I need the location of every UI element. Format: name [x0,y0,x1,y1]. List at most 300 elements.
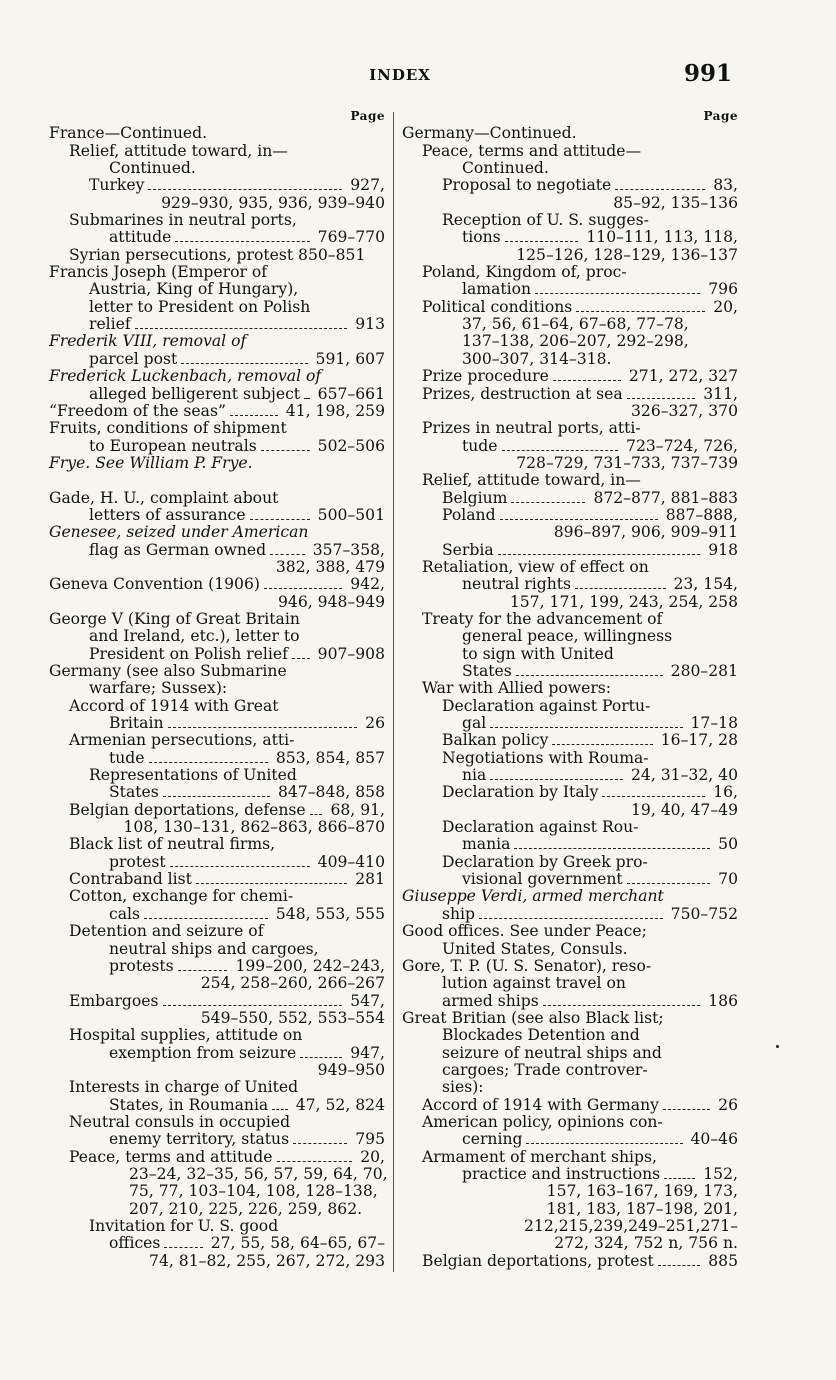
leader-dots [277,1150,353,1162]
entry-page-refs: 68, 91, [330,800,385,819]
leader-dots [300,1046,342,1058]
entry-page-refs: 50 [718,835,738,854]
entry-text: Prizes in neutral ports, atti- [422,419,641,438]
index-entry-line [49,906,385,923]
index-entry-line [402,542,738,559]
leader-dots [535,282,700,294]
entry-text: Britain [109,714,164,733]
index-entry-line [49,247,385,264]
index-entry-line [402,403,738,420]
entry-page-refs: 70 [718,870,738,889]
entry-text: 549–550, 552, 553–554 [200,1008,385,1027]
entry-page-refs: 23, 154, [673,575,738,594]
leader-dots [181,352,307,364]
leader-dots [272,1098,287,1110]
index-entry-line [49,732,385,749]
entry-text: Balkan policy [442,731,549,750]
entry-text: Frederick Luckenbach, removal of [49,367,322,386]
entry-text: 949–950 [317,1060,385,1079]
index-entry-line [49,1164,388,1183]
entry-text: American policy, opinions con- [422,1112,663,1131]
leader-dots [148,178,342,190]
entry-text: States [109,783,159,802]
entry-text: parcel post [89,349,178,368]
entry-text: United States, Consuls. [442,939,628,958]
entry-text: Poland, Kingdom of, proc- [422,263,627,282]
index-entry-line [402,1097,738,1114]
leader-dots [658,1254,701,1266]
leader-dots [164,1236,202,1248]
entry-text: Francis Joseph (Emperor of [49,263,268,282]
entry-text: 125–126, 128–129, 136–137 [516,245,738,264]
index-entry-line [49,212,385,229]
index-entry-line [402,1253,738,1270]
leader-dots [264,577,342,589]
index-entry-line [49,611,385,628]
entry-text: Belgian deportations, protest [422,1251,654,1270]
index-entry-line [49,177,385,194]
entry-text: 300–307, 314–318. [462,349,612,368]
leader-dots [178,959,228,971]
entry-page-refs: 357–358, [312,540,385,559]
entry-text: lamation [462,280,532,299]
entry-text: cals [109,904,141,923]
index-entry-line [49,299,385,316]
entry-text: gal [462,714,487,733]
entry-text: tions [462,228,501,247]
index-entry-line [49,455,385,472]
entry-page-refs: 199–200, 242–243, [235,956,385,975]
entry-text: Peace, terms and attitude— [422,141,642,160]
index-entry-line [402,698,738,715]
entry-text: cerning [462,1130,523,1149]
entry-text: Retaliation, view of effect on [422,557,649,576]
index-entry-line [49,941,385,958]
index-entry-line [402,1183,738,1200]
index-entry-line [49,351,385,368]
index-entry-line [49,767,385,784]
entry-text: Invitation for U. S. good [89,1217,279,1235]
entry-text: warfare; Sussex): [89,679,228,698]
index-entry-line [402,715,738,732]
entry-text: 929–930, 935, 936, 939–940 [161,193,385,212]
entry-page-refs: 26 [365,714,385,733]
entry-text: lution against travel on [442,974,626,993]
index-entry-line [402,195,738,212]
entry-text: practice and instructions [462,1164,661,1183]
leader-dots [575,577,666,589]
entry-page-refs: 795 [355,1130,385,1149]
entry-text: tude [109,748,145,767]
entry-text: Great Britian (see also Black list; [402,1008,664,1027]
entry-text: attitude [109,228,172,247]
index-entry-line [49,958,385,975]
leader-dots [553,369,621,381]
entry-page-refs: 152, [703,1164,738,1183]
page-column-label: Page [703,109,738,123]
index-entry-line [49,1253,385,1270]
entry-text: Serbia [442,540,494,559]
index-entry-line [402,143,738,160]
index-entry-line [49,125,385,142]
index-entry-line [402,299,738,316]
index-entry-line [49,698,385,715]
leader-dots [261,439,310,451]
entry-text: Contraband list [69,870,192,889]
entry-text: 382, 388, 479 [275,557,385,576]
leader-dots [498,543,701,555]
index-entry-line [49,281,385,298]
leader-dots [602,785,705,797]
index-entry-line [402,871,738,888]
index-entry-line [402,646,738,663]
entry-page-refs: 796 [708,280,738,299]
index-column-right [402,108,738,1270]
entry-text: “Freedom of the seas” [49,401,226,420]
leader-dots [543,994,701,1006]
entry-page-refs: 913 [355,315,385,334]
entry-text: 207, 210, 225, 226, 259, 862. [129,1199,363,1218]
index-column-left [49,108,388,1270]
index-entry-line [402,784,738,801]
entry-text: and Ireland, etc.), letter to [89,627,300,646]
entry-page-refs: 110–111, 113, 118, [586,228,738,247]
leader-dots [163,994,343,1006]
index-entry-line [49,819,385,836]
index-entry-line [49,1149,385,1166]
index-entry-line [402,594,738,611]
index-entry-line [402,281,738,298]
index-entry-line [49,403,385,420]
index-entry-line [402,819,738,836]
index-entry-line [402,611,738,628]
index-entry-line [402,507,738,524]
entry-text: 157, 163–167, 169, 173, [546,1182,738,1201]
index-entry-line [402,212,738,229]
leader-dots [526,1132,682,1144]
entry-page-refs: 723–724, 726, [626,436,738,455]
entry-text: Hospital supplies, attitude on [69,1026,303,1045]
entry-text: War with Allied powers: [422,679,612,698]
entry-text: tude [462,436,498,455]
leader-dots [490,768,623,780]
entry-text: President on Polish relief [89,644,288,663]
index-entry-line [402,1079,738,1096]
entry-text: Turkey [89,176,145,195]
entry-text: 728–729, 731–733, 737–739 [516,453,738,472]
leader-dots [135,317,348,329]
entry-text: sies): [442,1078,484,1097]
index-entry-line [402,368,738,385]
index-entry-line [402,455,738,472]
leader-dots [149,751,268,763]
entry-page-refs: 20, [360,1147,385,1166]
entry-text: Syrian persecutions, protest 850–851 [69,245,366,264]
page-number: 991 [683,60,732,87]
index-entry-line [402,767,738,784]
index-entry-line [49,715,385,732]
entry-text: Prize procedure [422,367,549,386]
index-entry-line [402,1218,738,1235]
index-entry-line [402,1027,738,1044]
entry-text: mania [462,835,511,854]
entry-page-refs: 281 [355,870,385,889]
index-entry-line [402,993,738,1010]
leader-dots [490,716,682,728]
index-lines-right [402,125,738,1270]
index-lines-left [49,124,388,1270]
entry-text: letter to President on Polish [89,297,311,316]
entry-text: offices [109,1234,161,1253]
leader-dots [196,872,347,884]
entry-text: Declaration against Portu- [442,696,651,715]
running-head-title: INDEX [369,66,431,84]
index-entry-line [402,1045,738,1062]
index-entry-line [49,1114,385,1131]
entry-text: 75, 77, 103–104, 108, 128–138, [129,1182,378,1201]
entry-text: nia [462,766,487,785]
index-entry-line [402,1131,738,1148]
column-divider [393,112,394,1272]
index-entry-line [402,1149,738,1166]
entry-page-refs: 918 [708,540,738,559]
entry-text: Interests in charge of United [69,1078,299,1097]
entry-page-refs: 885 [708,1251,738,1270]
index-entry-line [49,1010,385,1027]
index-entry-line [49,143,385,160]
entry-page-refs: 41, 198, 259 [285,401,385,420]
leader-dots [144,907,268,919]
leader-dots [163,785,270,797]
entry-text: Austria, King of Hungary), [89,280,299,299]
index-entry-line [402,888,738,905]
entry-page-refs: 16, [713,783,738,802]
index-entry-line [49,1235,385,1252]
leader-dots [502,439,619,451]
entry-text: 946, 948–949 [277,592,385,611]
entry-text: George V (King of Great Britain [49,609,300,628]
leader-dots [168,716,358,728]
entry-page-refs: 548, 553, 555 [275,904,385,923]
entry-text: Gade, H. U., complaint about [49,488,279,507]
index-entry-line [402,351,738,368]
index-entry-line [49,559,385,576]
entry-text: Accord of 1914 with Great [69,696,279,715]
entry-text: Continued. [109,159,196,178]
index-entry-line [402,750,738,767]
entry-page-refs: 409–410 [317,852,385,871]
index-entry-line [402,1235,738,1252]
index-entry-line [402,958,738,975]
leader-dots [479,907,663,919]
leader-dots [615,178,705,190]
index-entry-line [49,784,385,801]
entry-text: Submarines in neutral ports, [69,211,297,230]
leader-dots [310,803,323,815]
entry-text: Treaty for the advancement of [422,609,663,628]
leader-dots [293,1132,347,1144]
entry-page-refs: 311, [703,384,738,403]
leader-dots [552,733,652,745]
entry-text: 85–92, 135–136 [613,193,738,212]
index-entry-line [402,1166,738,1183]
entry-text: Black list of neutral firms, [69,835,276,854]
leader-dots [270,543,305,555]
index-entry-line [49,888,385,905]
index-entry-line [402,975,738,992]
index-entry-line [402,836,738,853]
index-entry-line [402,923,738,940]
entry-page-refs: 907–908 [317,644,385,663]
index-entry-line [49,1079,385,1096]
entry-text: neutral rights [462,575,572,594]
index-entry-line [49,368,385,385]
index-entry-line [49,923,385,940]
entry-text: 181, 183, 187–198, 201, [546,1199,738,1218]
index-entry-line [49,750,385,767]
entry-text: Giuseppe Verdi, armed merchant [402,887,664,906]
entry-page-refs: 769–770 [317,228,385,247]
index-entry-line [49,802,385,819]
entry-text: Detention and seizure of [69,922,264,941]
entry-page-refs: 40–46 [690,1130,738,1149]
entry-text: protest [109,852,166,871]
entry-text: alleged belligerent subject [89,384,301,403]
entry-text: States [462,662,512,680]
page-column-label: Page [350,109,385,123]
entry-text: enemy territory, status [109,1130,290,1149]
index-entry-line [402,229,738,246]
entry-text: 157, 171, 199, 243, 254, 258 [509,592,738,611]
entry-text: Fruits, conditions of shipment [49,419,287,438]
entry-text: Embargoes [69,991,159,1010]
entry-page-refs: 750–752 [670,904,738,923]
entry-text: Negotiations with Rouma- [442,748,649,767]
entry-text: Frye. See William P. Frye. [49,453,253,472]
index-entry-line [49,472,385,489]
entry-text: Genesee, seized under American [49,523,309,542]
entry-page-refs: 280–281 [670,662,738,680]
index-entry-line [402,490,738,507]
index-entry-line [49,1183,385,1200]
entry-text: cargoes; Trade controver- [442,1060,648,1079]
entry-text: to European neutrals [89,436,257,455]
entry-page-refs: 24, 31–32, 40 [631,766,738,785]
entry-page-refs: 20, [713,297,738,316]
index-entry-line [49,854,385,871]
index-entry-line [402,941,738,958]
index-entry-line [49,490,385,507]
leader-dots [250,508,310,520]
index-entry-line [49,993,385,1010]
entry-text: Declaration by Italy [442,783,599,802]
index-entry-line [402,333,738,350]
leader-dots [627,387,696,399]
leader-dots [516,664,663,676]
entry-text: 74, 81–82, 255, 267, 272, 293 [149,1251,385,1270]
entry-page-refs: 853, 854, 857 [275,748,385,767]
entry-text: Armenian persecutions, atti- [69,731,295,750]
index-entry-line [402,680,738,697]
index-entry-line [402,247,738,264]
index-entry-line [402,628,738,645]
entry-text: general peace, willingness [462,627,673,646]
entry-page-refs: 872–877, 881–883 [593,488,738,507]
entry-text: letters of assurance [89,505,246,524]
index-entry-line [402,559,738,576]
index-entry-line [49,871,385,888]
entry-text: Neutral consuls in occupied [69,1112,291,1131]
index-entry-line [402,524,738,541]
entry-text: France—Continued. [49,124,208,143]
index-entry-line [49,542,385,559]
index-entry-line [402,420,738,437]
entry-text: armed ships [442,991,539,1010]
index-entry-line [49,195,385,212]
entry-text: Prizes, destruction at sea [422,384,623,403]
entry-text: 23–24, 32–35, 56, 57, 59, 64, 70, [129,1164,388,1183]
index-entry-line [49,576,385,593]
entry-text: 212,215,239,249–251,271– [523,1217,738,1235]
entry-text: ship [442,904,476,923]
index-entry-line [402,472,738,489]
entry-page-refs: 847–848, 858 [277,783,385,802]
index-entry-line [49,420,385,437]
index-entry-line [402,386,738,403]
index-entry-line [402,732,738,749]
index-entry-line [49,386,385,403]
entry-text: Declaration against Rou- [442,818,639,837]
index-entry-line [49,264,385,281]
leader-dots [230,404,278,416]
entry-page-refs: 271, 272, 327 [628,367,738,386]
index-entry-line [49,229,385,246]
entry-text: 19, 40, 47–49 [631,800,738,819]
index-entry-line [49,836,385,853]
entry-text: 137–138, 206–207, 292–298, [462,332,689,351]
entry-page-refs: 186 [708,991,738,1010]
index-entry-line [49,1027,385,1044]
entry-text: 326–327, 370 [630,401,738,420]
index-entry-line [402,576,738,593]
index-entry-line [402,854,738,871]
entry-page-refs: 502–506 [317,436,385,455]
index-entry-line [402,438,738,455]
entry-page-refs: 942, [350,575,385,594]
index-entry-line [402,802,738,819]
leader-dots [514,837,710,849]
entry-text: Peace, terms and attitude [69,1147,273,1166]
entry-page-refs: 887–888, [665,505,738,524]
index-entry-line [49,333,385,350]
entry-text: States, in Roumania [109,1095,269,1114]
index-entry-line [402,1114,738,1131]
index-entry-line [49,1201,385,1218]
entry-page-refs: 16–17, 28 [660,731,738,750]
index-entry-line [402,663,738,680]
entry-page-refs: 927, [350,176,385,195]
leader-dots [500,508,658,520]
entry-page-refs: 500–501 [317,505,385,524]
index-entry-line [402,1201,738,1218]
print-speck [776,1045,779,1048]
entry-text: 37, 56, 61–64, 67–68, 77–78, [462,315,689,334]
entry-text: Continued. [462,159,549,178]
leader-dots [505,230,579,242]
index-entry-line [49,524,385,541]
index-entry-line [49,628,385,645]
entry-text: Declaration by Greek pro- [442,852,648,871]
